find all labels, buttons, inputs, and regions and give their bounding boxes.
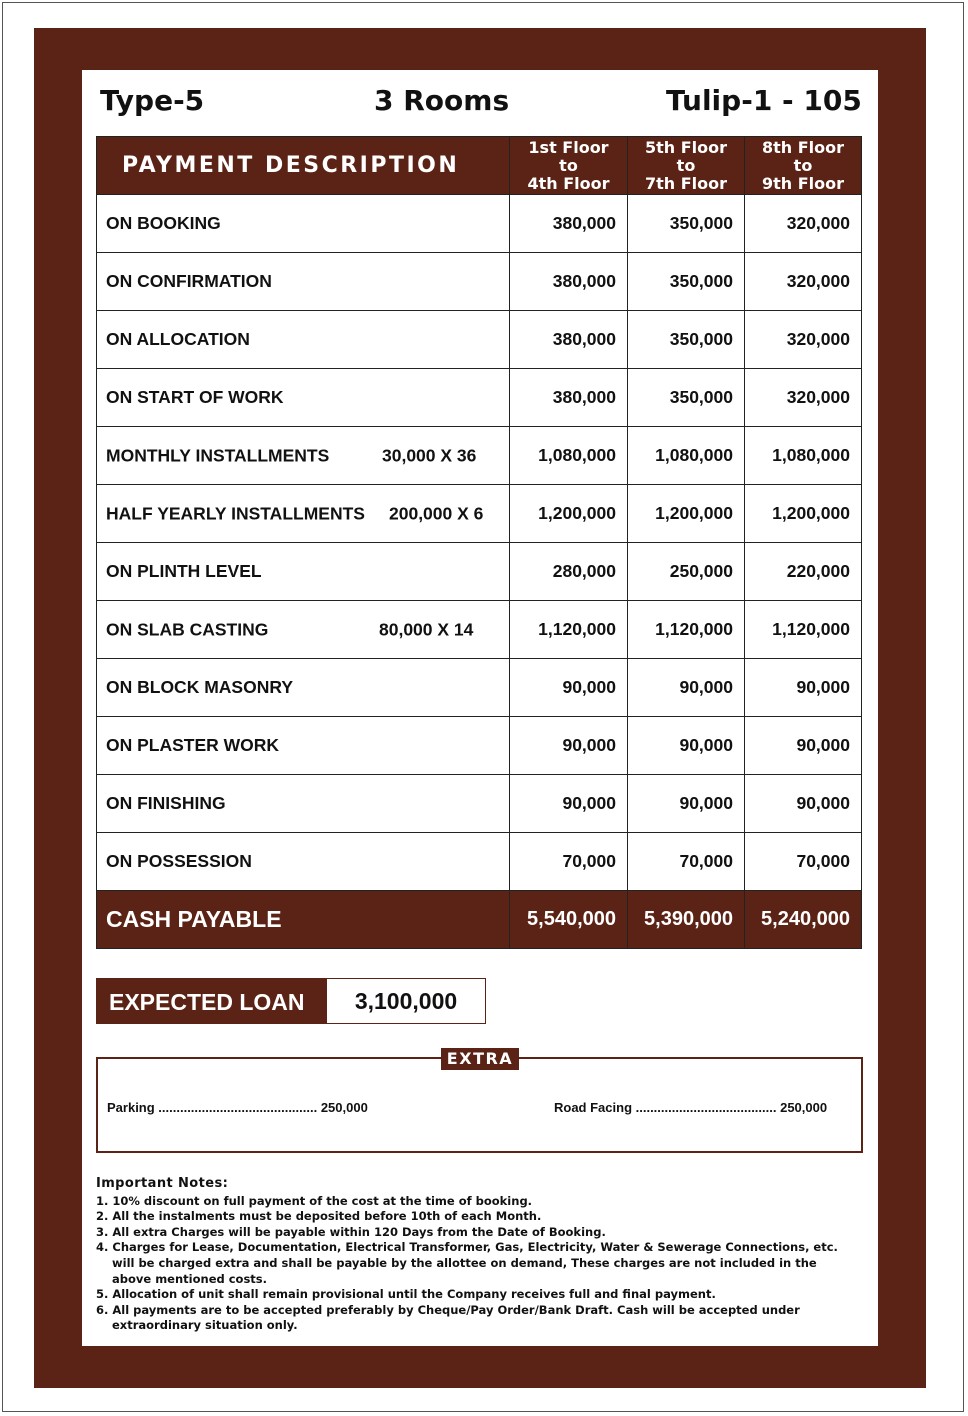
road-facing-charge: Road Facing ....................................... 250,000 [554,1100,828,1115]
value-floor-5-7: 350,000 [628,311,745,369]
row-label-cell [97,311,510,369]
row-label-cell [97,775,510,833]
row-label: ON POSSESSION [106,851,252,871]
table-row [97,195,862,253]
value-floor-1-4: 90,000 [510,659,628,717]
floor-header-line: 8th Floor [761,137,845,157]
floor-header-line: to [559,155,578,175]
value-floor-1-4: 280,000 [510,543,628,601]
value-floor-1-4: 380,000 [510,311,628,369]
value-floor-5-7: 1,120,000 [628,601,745,659]
row-label-cell [97,427,510,485]
note-item: 3. All extra Charges will be payable within 120 Days from the Date of Booking. [96,1224,606,1239]
row-label: ON PLINTH LEVEL [106,561,262,581]
row-label: ON FINISHING [106,793,226,813]
table-row [97,775,862,833]
row-label-cell [97,543,510,601]
value-floor-1-4: 1,200,000 [510,485,628,543]
floor-header-line: 4th Floor [527,173,610,193]
row-label: ON BOOKING [106,213,221,233]
value-floor-1-4: 90,000 [510,775,628,833]
floor-header-line: 1st Floor [528,137,609,157]
extra-title: EXTRA [441,1048,519,1070]
row-label-cell [97,195,510,253]
row-label: ON BLOCK MASONRY [106,677,293,697]
payment-description-header: PAYMENT DESCRIPTION [97,137,510,195]
value-floor-8-9: 320,000 [745,253,862,311]
note-item: 4. Charges for Lease, Documentation, Electrical Transformer, Gas, Electricity, Water & Sewerage Connections, etc. [96,1240,838,1255]
row-label: ON SLAB CASTING [106,619,269,639]
total-floor-1-4: 5,540,000 [510,891,628,949]
value-floor-1-4: 1,120,000 [510,601,628,659]
value-floor-8-9: 90,000 [745,775,862,833]
row-label: ON START OF WORK [106,387,284,407]
row-formula: 30,000 X 36 [382,445,477,465]
floor-header-line: to [676,155,696,175]
note-item: 6. All payments are to be accepted preferably by Cheque/Pay Order/Bank Draft. Cash will be accepted under [96,1302,800,1317]
row-label: MONTHLY INSTALLMENTS [106,445,330,465]
row-label: ON ALLOCATION [106,329,250,349]
payment-schedule-table [96,136,862,949]
table-row [97,543,862,601]
value-floor-1-4: 70,000 [510,833,628,891]
floor-header-line: 7th Floor [644,173,728,193]
value-floor-5-7: 90,000 [628,659,745,717]
row-label: HALF YEARLY INSTALLMENTS [106,503,365,523]
row-formula: 200,000 X 6 [389,503,484,523]
note-item: 1. 10% discount on full payment of the cost at the time of booking. [96,1193,533,1208]
cash-payable-label: CASH PAYABLE [97,891,510,949]
value-floor-5-7: 90,000 [628,775,745,833]
total-floor-8-9: 5,240,000 [745,891,862,949]
floor-header-line: 5th Floor [644,137,728,157]
floor-header-1-4 [510,137,628,195]
value-floor-5-7: 70,000 [628,833,745,891]
value-floor-5-7: 90,000 [628,717,745,775]
row-formula: 80,000 X 14 [379,619,474,639]
floor-header-5-7 [628,137,745,195]
value-floor-8-9: 320,000 [745,311,862,369]
value-floor-5-7: 1,080,000 [628,427,745,485]
value-floor-8-9: 320,000 [745,195,862,253]
row-label-cell [97,833,510,891]
table-row [97,833,862,891]
value-floor-5-7: 1,200,000 [628,485,745,543]
expected-loan-value: 3,100,000 [354,988,458,1014]
value-floor-8-9: 1,200,000 [745,485,862,543]
value-floor-8-9: 90,000 [745,659,862,717]
table-row [97,369,862,427]
row-label-cell [97,485,510,543]
value-floor-8-9: 90,000 [745,717,862,775]
expected-loan-label: EXPECTED LOAN [97,979,327,1023]
total-floor-5-7: 5,390,000 [628,891,745,949]
value-floor-1-4: 380,000 [510,253,628,311]
value-floor-5-7: 350,000 [628,369,745,427]
value-floor-8-9: 1,120,000 [745,601,862,659]
table-header-row [97,137,862,195]
table-row [97,659,862,717]
note-item: 5. Allocation of unit shall remain provisional until the Company receives full and final payment. [96,1287,716,1302]
floor-header-line: 9th Floor [761,173,845,193]
value-floor-8-9: 220,000 [745,543,862,601]
table-row [97,253,862,311]
table-row [97,485,862,543]
parking-charge: Parking ............................................ 250,000 [107,1100,368,1115]
row-label-cell [97,717,510,775]
note-item-continued: extraordinary situation only. [112,1318,298,1333]
type-label: Type-5 [100,84,205,117]
value-floor-8-9: 1,080,000 [745,427,862,485]
table-row [97,601,862,659]
value-floor-1-4: 1,080,000 [510,427,628,485]
row-label-cell [97,601,510,659]
note-item-continued: will be charged extra and shall be payable by the allottee on demand, These charges are not included in the [112,1255,817,1270]
expected-loan-box [96,978,486,1024]
row-label: ON CONFIRMATION [106,271,272,291]
table-row [97,311,862,369]
value-floor-1-4: 90,000 [510,717,628,775]
floor-header-8-9 [745,137,862,195]
value-floor-1-4: 380,000 [510,195,628,253]
table-row [97,717,862,775]
value-floor-1-4: 380,000 [510,369,628,427]
value-floor-5-7: 350,000 [628,195,745,253]
cash-payable-row [97,891,862,949]
row-label-cell [97,253,510,311]
row-label-cell [97,369,510,427]
table-row [97,427,862,485]
notes-title: Important Notes: [96,1176,229,1191]
floor-header-line: to [793,155,813,175]
note-item-continued: above mentioned costs. [112,1271,267,1286]
value-floor-8-9: 320,000 [745,369,862,427]
value-floor-5-7: 350,000 [628,253,745,311]
rooms-label: 3 Rooms [374,84,510,117]
important-notes [96,1176,838,1334]
row-label: ON PLASTER WORK [106,735,280,755]
row-label-cell [97,659,510,717]
unit-code: Tulip-1 - 105 [666,84,862,117]
value-floor-5-7: 250,000 [628,543,745,601]
note-item: 2. All the instalments must be deposited before 10th of each Month. [96,1209,542,1224]
value-floor-8-9: 70,000 [745,833,862,891]
